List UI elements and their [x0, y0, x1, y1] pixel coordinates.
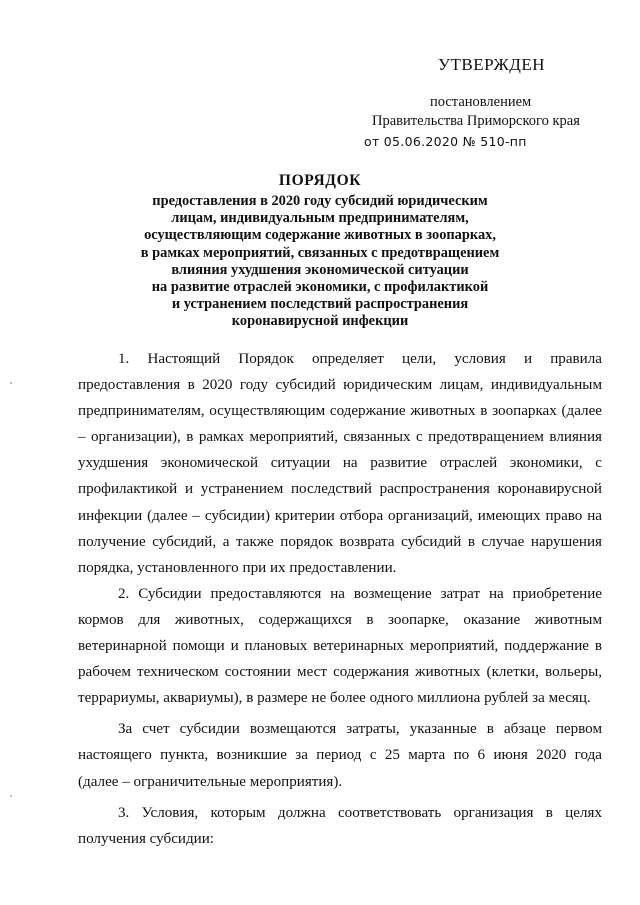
subtitle-line: влияния ухудшения экономической ситуации	[171, 261, 469, 278]
approval-line-resolution: постановлением	[430, 94, 532, 110]
document-subtitle	[80, 193, 560, 331]
paragraph-line: террариумы, аквариумы), в размере не более одного миллиона рублей за месяц.	[78, 690, 591, 707]
approval-stamp-title: УТВЕРЖДЕН	[438, 55, 545, 74]
paragraph-line: инфекции (далее – субсидии) критерии отбора организаций, имеющих право на	[78, 507, 602, 524]
paragraph-4	[78, 800, 602, 852]
approval-line-government: Правительства Приморского края	[372, 113, 580, 129]
paragraph-line: получение субсидий, а также порядок возврата субсидий в случае нарушения	[78, 533, 602, 550]
subtitle-line: на развитие отраслей экономики, с профилактикой	[151, 279, 489, 296]
paragraph-line: 2. Субсидии предоставляются на возмещение затрат на приобретение	[118, 585, 602, 602]
subtitle-line: и устранением последствий распространения	[171, 296, 469, 313]
subtitle-line: коронавирусной инфекции	[231, 313, 409, 330]
subtitle-line: лицам, индивидуальным предпринимателям,	[171, 210, 469, 227]
subtitle-line: в рамках мероприятий, связанных с предотвращением	[140, 244, 500, 261]
scan-speck	[10, 382, 12, 384]
paragraph-line: предпринимателям, осуществляющим содержание животных в зоопарках (далее	[78, 403, 602, 420]
paragraph-line: рабочем техническом состоянии мест содержания животных (клетки, вольеры,	[78, 664, 602, 681]
document-body	[78, 346, 602, 852]
subtitle-line: предоставления в 2020 году субсидий юридическим	[152, 193, 488, 209]
paragraph-line: ветеринарной помощи и плановых ветеринарных мероприятий, поддержание в	[78, 638, 602, 655]
paragraph-line: За счет субсидии возмещаются затраты, указанные в абзаце первом	[118, 721, 602, 738]
paragraph-3	[78, 716, 602, 794]
paragraph-line: 3. Условия, которым должна соответствовать организация в целях	[118, 804, 602, 821]
paragraph-line: – организации), в рамках мероприятий, связанных с предотвращением влияния	[78, 429, 602, 446]
paragraph-line: профилактикой и устранением последствий распространения коронавирусной	[78, 481, 602, 498]
paragraph-1	[78, 346, 602, 581]
paragraph-line: 1. Настоящий Порядок определяет цели, условия и правила	[118, 351, 602, 367]
document-title: ПОРЯДОК	[278, 172, 362, 189]
paragraph-line: ухудшения экономической ситуации на развитие отраслей экономики, с	[78, 455, 602, 472]
scan-speck	[10, 795, 12, 797]
approval-line-date-number: от 05.06.2020 № 510-пп	[364, 134, 527, 149]
paragraph-line: предоставления в 2020 году субсидий юридическим лицам, индивидуальным	[78, 377, 602, 394]
paragraph-2	[78, 581, 602, 711]
subtitle-line: осуществляющим содержание животных в зоопарках,	[144, 227, 496, 244]
paragraph-line: настоящего пункта, возникшие за период с 25 марта по 6 июня 2020 года	[78, 747, 602, 764]
paragraph-line: кормов для животных, содержащихся в зоопарке, оказание животным	[78, 611, 602, 628]
paragraph-line: получения субсидии:	[78, 830, 214, 847]
paragraph-line: (далее – ограничительные мероприятия).	[78, 773, 343, 790]
approval-block	[360, 93, 600, 151]
paragraph-line: порядка, установленного при их предоставлении.	[78, 559, 397, 576]
